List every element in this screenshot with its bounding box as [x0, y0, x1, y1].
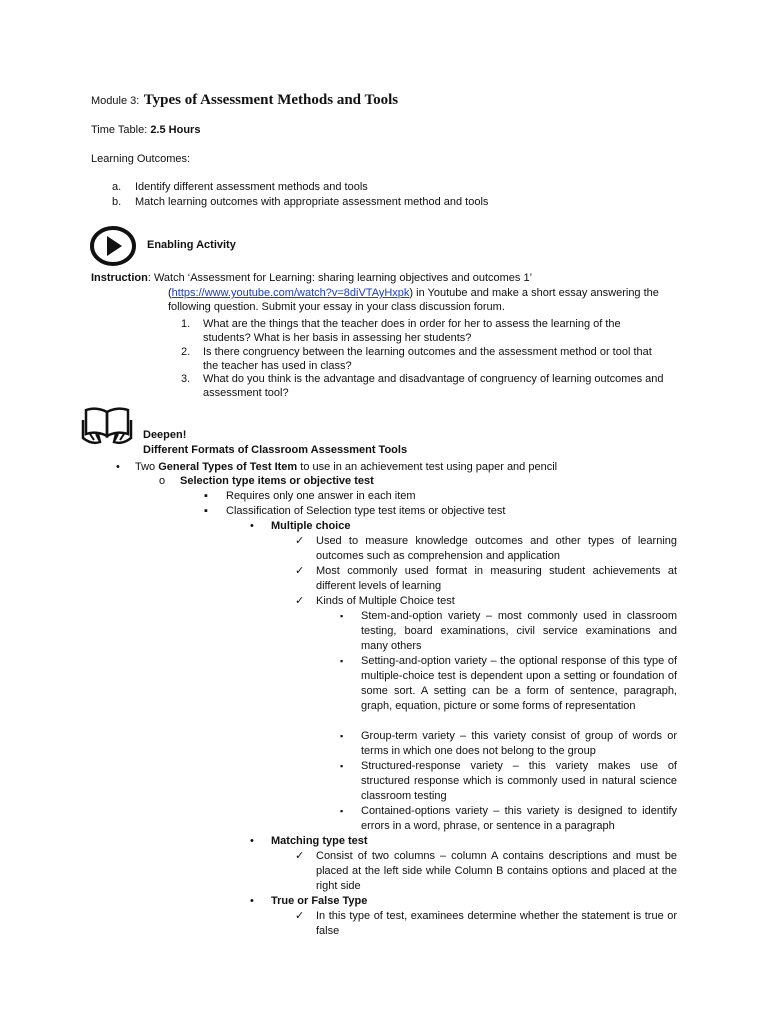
list-item: Contained-options variety – this variety is designed to identify errors in a word, phrase, or sentence in a paragraph — [361, 805, 677, 832]
square-bullet-icon: ▪ — [204, 505, 208, 517]
enabling-activity-title: Enabling Activity — [147, 239, 236, 251]
learning-outcomes-heading: Learning Outcomes: — [91, 153, 191, 165]
outcome-text: Match learning outcomes with appropriate assessment method and tools — [135, 196, 489, 208]
l1-prefix: Two — [135, 461, 159, 473]
question-line: the teacher has used in class? — [203, 360, 352, 372]
check-icon: ✓ — [295, 910, 305, 922]
list-item: Group-term variety – this variety consist of group of words or terms in which one does not belong to the group — [361, 730, 677, 757]
square-bullet-icon: ▪ — [340, 611, 344, 621]
list-item: Classification of Selection type test items or objective test — [226, 505, 506, 517]
bullet-icon: • — [250, 895, 254, 907]
module-heading — [91, 91, 398, 109]
instruction-text: : Watch ‘Assessment for Learning: sharing learning objectives and outcomes 1’ — [147, 272, 533, 284]
question-marker: 3. — [181, 373, 191, 385]
check-icon: ✓ — [295, 535, 305, 547]
list-item: Stem-and-option variety – most commonly used in classroom testing, board examinations, civil service examinations and many others — [361, 610, 677, 652]
l1-bold: General Types of Test Item — [158, 461, 298, 473]
square-bullet-icon: ▪ — [340, 761, 344, 771]
multiple-choice-title: Multiple choice — [271, 520, 351, 532]
list-item: Structured-response variety – this variety makes use of structured response which is commonly used in natural science classroom testing — [361, 760, 677, 802]
list-item: Most commonly used format in measuring student achievements at different levels of learning — [316, 565, 677, 592]
square-bullet-icon: ▪ — [340, 656, 344, 666]
list-item: Requires only one answer in each item — [226, 490, 416, 502]
square-bullet-icon: ▪ — [340, 731, 344, 741]
question-line: students? What is her basis in assessing her students? — [203, 332, 472, 344]
youtube-link[interactable]: https://www.youtube.com/watch?v=8diVTAyHxpk — [171, 287, 410, 299]
question-line: assessment tool? — [203, 387, 289, 399]
question-line: What are the things that the teacher does in order for her to assess the learning of the — [203, 318, 621, 330]
module-prefix: Module 3: — [91, 95, 140, 107]
list-item: Used to measure knowledge outcomes and other types of learning outcomes such as comprehension and application — [316, 535, 677, 562]
circle-marker: o — [159, 475, 166, 487]
general-types-line — [135, 460, 557, 475]
bullet-icon: • — [250, 520, 254, 532]
deepen-title: Deepen! — [143, 429, 187, 441]
selection-type-title: Selection type items or objective test — [180, 475, 374, 487]
true-false-title: True or False Type — [271, 895, 368, 907]
check-icon: ✓ — [295, 595, 305, 607]
l1-suffix: to use in an achievement test using paper and pencil — [297, 461, 558, 473]
question-marker: 2. — [181, 346, 191, 358]
check-icon: ✓ — [295, 850, 305, 862]
outcome-marker: b. — [112, 196, 122, 208]
module-title: Types of Assessment Methods and Tools — [143, 92, 399, 108]
deepen-subtitle: Different Formats of Classroom Assessment Tools — [143, 444, 408, 456]
square-bullet-icon: ▪ — [204, 490, 208, 502]
outcome-text: Identify different assessment methods and tools — [135, 181, 368, 193]
outcome-marker: a. — [112, 181, 122, 193]
bullet-icon: • — [250, 835, 254, 847]
square-bullet-icon: ▪ — [340, 806, 344, 816]
instruction-line-3: following question. Submit your essay in your class discussion forum. — [168, 301, 505, 313]
question-line: What do you think is the advantage and disadvantage of congruency of learning outcomes and — [203, 373, 664, 385]
bullet-icon: • — [116, 461, 120, 473]
instruction-line-2 — [168, 286, 659, 301]
matching-type-title: Matching type test — [271, 835, 368, 847]
list-item: Kinds of Multiple Choice test — [316, 595, 455, 607]
instruction-text-after: ) in Youtube and make a short essay answering the — [409, 287, 659, 299]
question-marker: 1. — [181, 318, 191, 330]
time-table-label: Time Table: — [91, 124, 148, 136]
time-table — [91, 123, 200, 138]
list-item: In this type of test, examinees determine whether the statement is true or false — [316, 910, 677, 937]
time-table-value: 2.5 Hours — [150, 124, 201, 136]
check-icon: ✓ — [295, 565, 305, 577]
instruction-line-1 — [91, 271, 532, 286]
list-item: Consist of two columns – column A contains descriptions and must be placed at the left side while Column B contains options and placed at the right side — [316, 850, 677, 892]
open-book-icon — [80, 404, 134, 446]
list-item: Setting-and-option variety – the optional response of this type of multiple-choice test is dependent upon a setting or foundation of some sort. A setting can be a form of sentence, paragraph, graph, equation, picture or some forms of representation — [361, 655, 677, 712]
play-icon — [89, 225, 137, 267]
paren-open: ( — [168, 287, 172, 299]
question-line: Is there congruency between the learning outcomes and the assessment method or tool that — [203, 346, 652, 358]
instruction-label: Instruction — [91, 272, 148, 284]
